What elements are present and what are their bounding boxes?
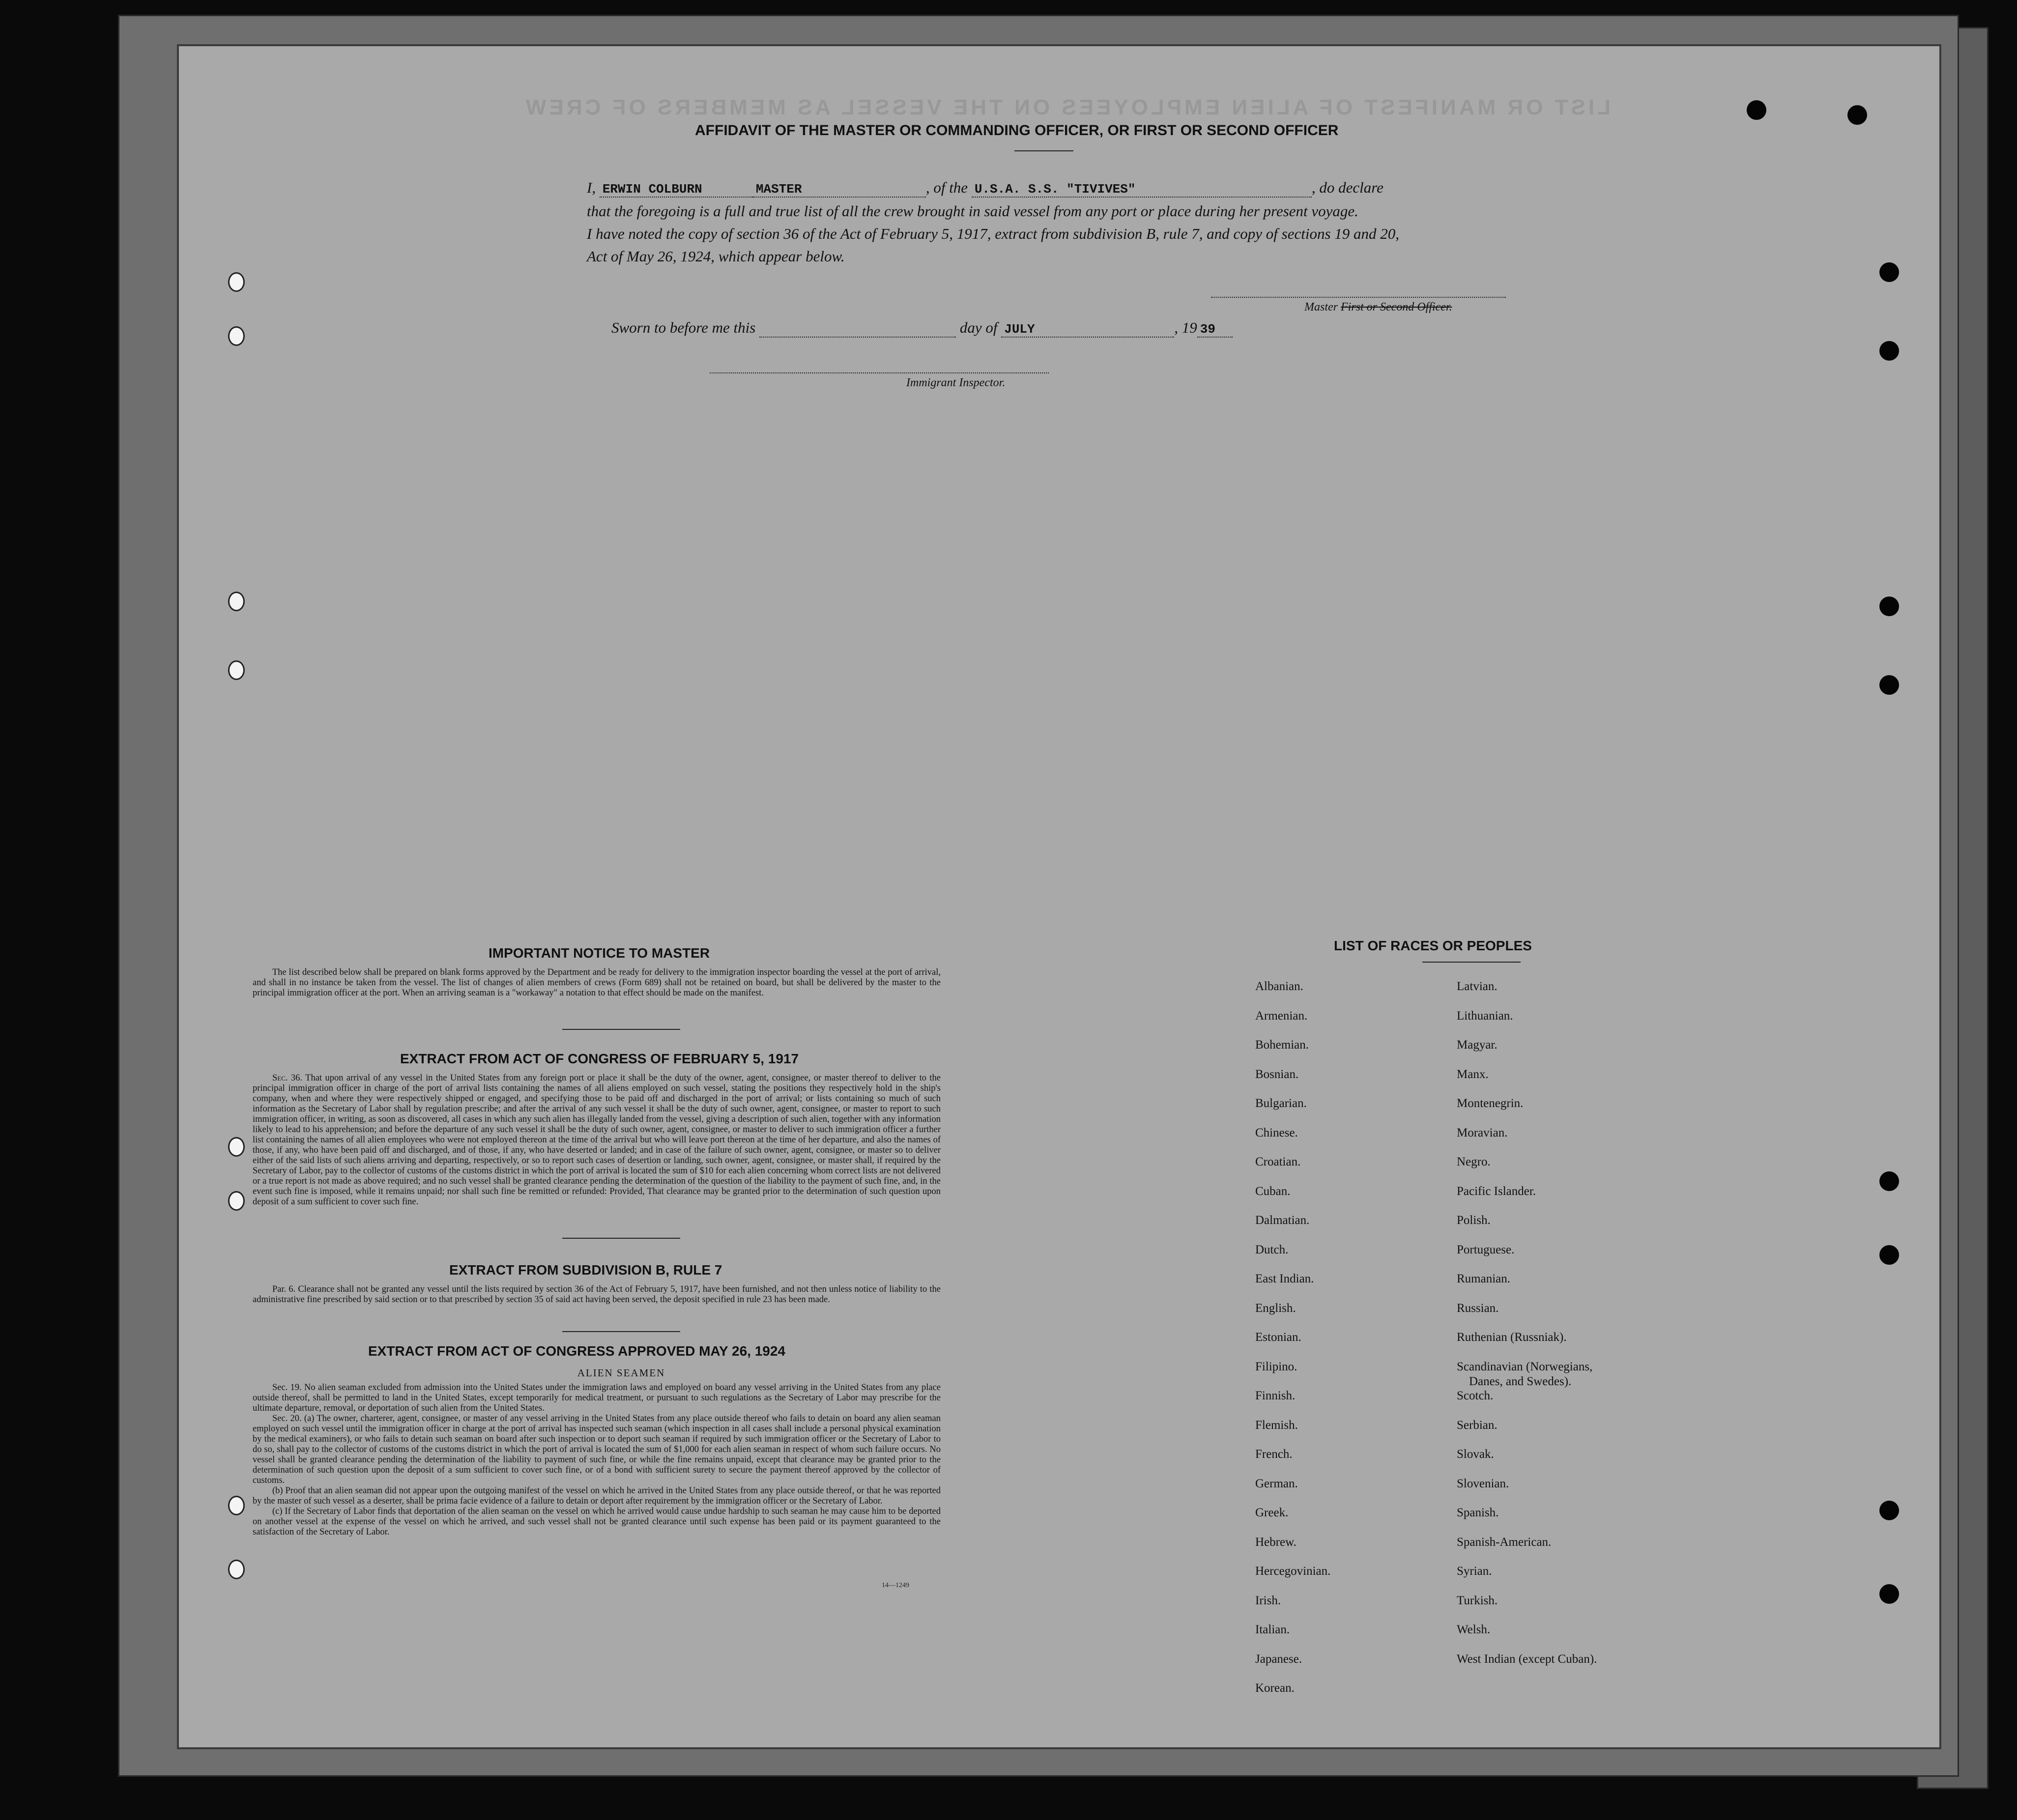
rule7-text: Par. 6. Clearance shall not be granted any vessel until the lists required by section 36 of the Act of February 5, 1917, have been furnished, and not then unless notice of liability to the administrative fine prescribed by said section or to that prescribed by section 35 of said act having been served, the deposit specified in rule 23 has been made.: [253, 1284, 941, 1305]
notice-title: IMPORTANT NOTICE TO MASTER: [489, 945, 710, 961]
affidavit-title-rule: [1014, 150, 1073, 151]
race-item: French.: [1255, 1448, 1293, 1461]
race-item: Montenegrin.: [1457, 1097, 1524, 1110]
binder-hole: [228, 272, 245, 292]
race-item: Ruthenian (Russniak).: [1457, 1331, 1567, 1344]
binder-hole: [228, 326, 245, 346]
form-number: 14—1249: [882, 1582, 909, 1589]
punch-hole: [1847, 105, 1867, 125]
race-item: Slovenian.: [1457, 1477, 1509, 1490]
race-item: Dutch.: [1255, 1243, 1289, 1256]
race-item: Japanese.: [1255, 1652, 1302, 1666]
race-item: Latvian.: [1457, 980, 1498, 993]
binder-hole: [228, 592, 245, 611]
race-item: Albanian.: [1255, 980, 1303, 993]
binder-hole: [228, 1191, 245, 1211]
affidavit-line-2: that the foregoing is a full and true list of all the crew brought in said vessel from any port or place during her present voyage.: [587, 202, 1358, 220]
race-item: Welsh.: [1457, 1623, 1491, 1636]
race-item: Bohemian.: [1255, 1038, 1309, 1052]
race-item: Spanish.: [1457, 1506, 1499, 1519]
race-item: Magyar.: [1457, 1038, 1498, 1052]
race-item: Moravian.: [1457, 1126, 1508, 1139]
punch-hole: [1879, 597, 1899, 616]
master-signature-line: [1211, 297, 1506, 298]
race-item: Estonian.: [1255, 1331, 1301, 1344]
race-item: Scandinavian (Norwegians,: [1457, 1360, 1593, 1373]
sworn-month: JULY: [1001, 322, 1174, 338]
sworn-year: 39: [1197, 322, 1233, 338]
punch-hole: [1879, 1245, 1899, 1265]
punch-hole: [1879, 341, 1899, 361]
race-item: Cuban.: [1255, 1184, 1291, 1198]
binder-hole: [228, 660, 245, 680]
race-item: Turkish.: [1457, 1593, 1498, 1607]
race-item: Finnish.: [1255, 1389, 1296, 1402]
punch-hole: [1747, 100, 1766, 120]
race-item: Hebrew.: [1255, 1535, 1297, 1549]
race-item: West Indian (except Cuban).: [1457, 1652, 1597, 1666]
section-divider: [562, 1331, 680, 1332]
race-item: Armenian.: [1255, 1009, 1308, 1023]
races-title: LIST OF RACES OR PEOPLES: [1334, 938, 1532, 953]
race-item: Rumanian.: [1457, 1272, 1511, 1285]
race-item: Serbian.: [1457, 1418, 1498, 1432]
race-item: Negro.: [1457, 1155, 1491, 1168]
section-divider: [562, 1029, 680, 1030]
signature-caption: Master First or Second Officer.: [1304, 301, 1452, 313]
act1924-title: EXTRACT FROM ACT OF CONGRESS APPROVED MAY 26, 1924: [368, 1343, 785, 1359]
race-item: Hercegovinian.: [1255, 1564, 1331, 1578]
race-item: Irish.: [1255, 1593, 1281, 1607]
punch-hole: [1879, 1501, 1899, 1520]
race-item: Bosnian.: [1255, 1067, 1299, 1081]
race-item: Chinese.: [1255, 1126, 1298, 1139]
notice-text: The list described below shall be prepared on blank forms approved by the Department and be ready for delivery to the immigration inspector boarding the vessel at the port of arrival, and shall in no instance be taken from the vessel. The list of changes of alien members of crews (Form 689) shall not be retained on board, but shall be delivered by the master to the principal immigration officer at the port. When an arriving seaman is a "workaway" a notation to that effect should be made on the manifest.: [253, 967, 941, 998]
binder-hole: [228, 1137, 245, 1157]
race-item: Portuguese.: [1457, 1243, 1515, 1256]
race-item: Slovak.: [1457, 1448, 1494, 1461]
race-item: Syrian.: [1457, 1564, 1492, 1578]
bleedthrough-heading: LIST OR MANIFEST OF ALIEN EMPLOYEES ON THE VESSEL AS MEMBERS OF CREW: [523, 95, 1611, 119]
race-item: Filipino.: [1255, 1360, 1297, 1373]
race-item: Danes, and Swedes).: [1469, 1374, 1572, 1388]
affidavit-line-3: I have noted the copy of section 36 of the Act of February 5, 1917, extract from subdivision B, rule 7, and copy of sections 19 and 20,: [587, 225, 1400, 242]
punch-hole: [1879, 1584, 1899, 1604]
punch-hole: [1879, 262, 1899, 282]
race-item: Russian.: [1457, 1301, 1499, 1315]
race-item: Italian.: [1255, 1623, 1290, 1636]
race-item: Croatian.: [1255, 1155, 1301, 1168]
affidavit-line-4: Act of May 26, 1924, which appear below.: [587, 248, 845, 265]
punch-hole: [1879, 1171, 1899, 1191]
inspector-signature-line: [710, 372, 1049, 373]
race-item: Greek.: [1255, 1506, 1289, 1519]
race-item: Flemish.: [1255, 1418, 1298, 1432]
act1917-title: EXTRACT FROM ACT OF CONGRESS OF FEBRUARY 5, 1917: [400, 1051, 799, 1066]
affidavit-line-1: I, ERWIN COLBURN MASTER , of the U.S.A. S.S. "TIVIVES" , do declare: [587, 179, 1383, 197]
affidavit-title: AFFIDAVIT OF THE MASTER OR COMMANDING OFFICER, OR FIRST OR SECOND OFFICER: [695, 122, 1339, 139]
manifest-back-page: [177, 44, 1941, 1749]
act1917-text: Sec. 36. That upon arrival of any vessel in the United States from any foreign port or place it shall be the duty of the owner, agent, consignee, or master thereof to deliver to the principal immigration officer in charge of the port of arrival lists containing the names of all aliens employed on such vessel, stating the positions they respectively hold in the ship's company, when and where they were respectively shipped or engaged, and specifying those to be paid off and discharged in the port of arrival; or lists containing so much of such information as the Secretary of Labor shall by regulation prescribe; and after the arrival of any such vessel it shall be the duty of such owner, agent, consignee, or master to report to such immigration officer, in writing, as soon as discovered, all cases in which any such alien has illegally landed from the vessel, giving a description of such alien, together with any information likely to lead to his apprehension; and before the departure of any such vessel it shall be the duty of such owner, agent, consignee, or master to deliver to such immigration officer a further list containing the names of all alien employees who were not employed thereon at the time of the arrival but who will leave port thereon at the time of her departure, and also the names of those, if any, who have been paid off and discharged, and of those, if any, who have deserted or landed; and in case of the failure of such owner, agent, consignee, or master so to deliver either of the said lists of such aliens arriving and departing, respectively, or so to report such cases of desertion or landing, such owner, agent, consignee, or master shall, if required by the Secretary of Labor, pay to the collector of customs of the customs district in which the port of arrival is located the sum of $10 for each alien concerning whom correct lists are not delivered or a true report is not made as above required; and no such vessel shall be granted clearance pending the determination of the question of the liability to the payment of such fine, and, in the event such fine is imposed, while it remains unpaid; nor shall such fine be remitted or refunded: Provided, That clearance may be granted prior to the determination of such question upon deposit of a sum sufficient to cover such fine.: [253, 1073, 941, 1207]
punch-hole: [1879, 675, 1899, 695]
rule7-title: EXTRACT FROM SUBDIVISION B, RULE 7: [449, 1262, 722, 1278]
inspector-caption: Immigrant Inspector.: [906, 376, 1006, 389]
race-item: English.: [1255, 1301, 1296, 1315]
races-title-rule: [1422, 962, 1521, 963]
act1924-subtitle: ALIEN SEAMEN: [577, 1367, 665, 1379]
master-rank: MASTER: [753, 182, 926, 198]
race-item: Pacific Islander.: [1457, 1184, 1536, 1198]
race-item: Lithuanian.: [1457, 1009, 1513, 1023]
binder-hole: [228, 1560, 245, 1579]
race-item: Polish.: [1457, 1214, 1491, 1227]
vessel-name: U.S.A. S.S. "TIVIVES": [972, 182, 1312, 198]
master-name: ERWIN COLBURN: [600, 182, 753, 198]
race-item: Scotch.: [1457, 1389, 1494, 1402]
race-item: German.: [1255, 1477, 1298, 1490]
section-divider: [562, 1238, 680, 1239]
act1924-text: Sec. 19. No alien seaman excluded from admission into the United States under the immigration laws and employed on board any vessel arriving in the United States from any place outside thereof, shall be permitted to land in the United States, except temporarily for medical treatment, or pursuant to such regulations as the Secretary of Labor may prescribe for the ultimate departure, removal, or deportation of such alien from the United States. Sec. 20. (a) The owner, charterer, agent, consignee, or master of any vessel arriving in the United States from any place outside thereof who fails to detain on board any alien seaman employed on such vessel until the immigration officer in charge at the port of arrival has inspected such seaman (which inspection in all cases shall include a personal physical examination by the medical examiners), or who fails to detain such seaman on board after such inspection or to deport such seaman if required by such immigration officer or the Secretary of Labor to do so, shall pay to the collector of customs of the customs district in which the port of arrival is located the sum of $1,000 for each alien seaman in respect of whom such failure occurs. No vessel shall be granted clearance pending the determination of the liability to payment of such fine, or while the fine remains unpaid, except that clearance may be granted prior to the determination of such question upon the deposit of a sum sufficient to cover such fine, or of a bond with sufficient surety to secure the payment thereof approved by the collector of customs. (b) Proof that an alien seaman did not appear upon the outgoing manifest of the vessel on which he arrived in the United States from any place outside thereof, or that he was reported by the master of such vessel as a deserter, shall be prima facie evidence of a failure to detain or deport after requirement by the immigration officer or the Secretary of Labor. (c) If the Secretary of Labor finds that deportation of the alien seaman on the vessel on which he arrived would cause undue hardship to such seaman he may cause him to be deported on another vessel at the expense of the vessel on which he arrived, and such vessel shall not be granted clearance until such expense has been paid or its payment guaranteed to the satisfaction of the Secretary of Labor.: [253, 1383, 941, 1537]
race-item: Manx.: [1457, 1067, 1489, 1081]
race-item: East Indian.: [1255, 1272, 1314, 1285]
binder-hole: [228, 1496, 245, 1515]
race-item: Dalmatian.: [1255, 1214, 1310, 1227]
race-item: Korean.: [1255, 1681, 1295, 1695]
race-item: Spanish-American.: [1457, 1535, 1552, 1549]
sworn-line: Sworn to before me this day of JULY , 19 39: [611, 319, 1233, 338]
race-item: Bulgarian.: [1255, 1097, 1307, 1110]
